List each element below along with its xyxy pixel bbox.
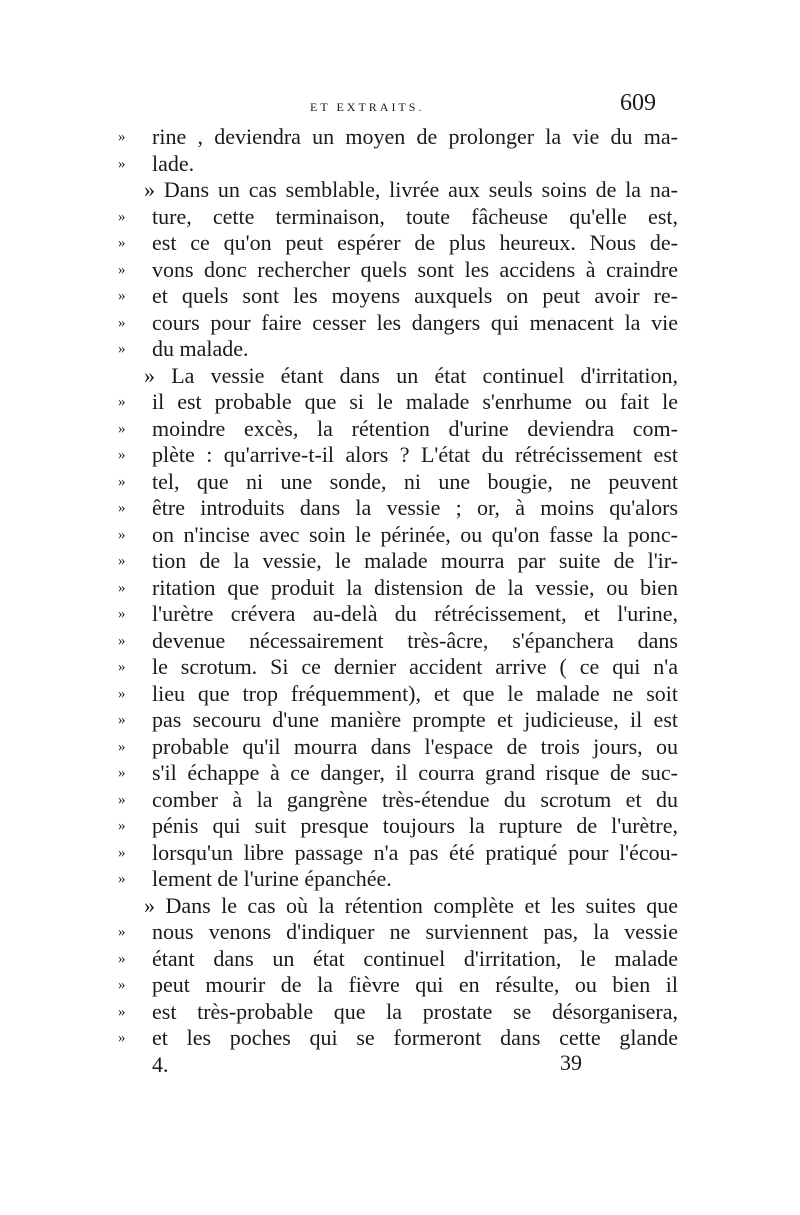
text-line bbox=[118, 601, 678, 628]
text-line bbox=[118, 336, 678, 363]
quote-mark: » bbox=[118, 712, 126, 728]
quote-mark: » bbox=[118, 447, 126, 463]
quote-mark: » bbox=[118, 632, 126, 649]
text-line bbox=[118, 310, 678, 337]
line-text: tel, que ni une sonde, ni une bougie, ne peuvent bbox=[152, 468, 678, 494]
line-text: s'il échappe à ce danger, il courra grand risque de suc- bbox=[152, 760, 678, 785]
text-line bbox=[118, 681, 678, 708]
signature-mark-left: 4. bbox=[152, 1052, 169, 1077]
body-text bbox=[118, 124, 678, 1052]
running-head: ET EXTRAITS. bbox=[310, 100, 425, 114]
quote-mark: » bbox=[118, 977, 126, 993]
text-line bbox=[118, 124, 678, 151]
quote-mark: » bbox=[118, 1030, 126, 1046]
text-line bbox=[118, 204, 678, 231]
line-text: étant dans un état continuel d'irritation, le malade bbox=[152, 945, 678, 971]
quote-mark: » bbox=[118, 500, 126, 516]
text-line bbox=[118, 389, 678, 416]
quote-mark: » bbox=[118, 844, 126, 861]
quote-mark: » bbox=[118, 526, 126, 543]
line-text: pénis qui suit presque toujours la rupture de l'urètre, bbox=[152, 813, 678, 838]
text-line bbox=[118, 283, 678, 310]
quote-mark: » bbox=[118, 950, 126, 967]
quote-mark: » bbox=[118, 208, 126, 225]
text-line bbox=[118, 151, 678, 178]
line-text: nous venons d'indiquer ne surviennent pas, la vessie bbox=[152, 919, 678, 944]
text-line bbox=[118, 522, 678, 549]
text-line bbox=[118, 840, 678, 867]
line-text: est ce qu'on peut espérer de plus heureux. Nous de- bbox=[152, 230, 678, 255]
quote-mark: » bbox=[118, 1003, 126, 1020]
quote-mark: » bbox=[118, 924, 126, 940]
quote-mark: » bbox=[118, 473, 126, 490]
quote-mark: » bbox=[118, 420, 126, 437]
text-line bbox=[118, 575, 678, 602]
quote-mark: » bbox=[118, 871, 126, 887]
quote-mark: » bbox=[118, 765, 126, 781]
text-line bbox=[118, 548, 678, 575]
line-text: ritation que produit la distension de la vessie, ou bien bbox=[152, 574, 678, 600]
line-text: le scrotum. Si ce dernier accident arrive ( ce qui n'a bbox=[152, 654, 678, 679]
text-line bbox=[118, 257, 678, 284]
line-text: ture, cette terminaison, toute fâcheuse qu'elle est, bbox=[152, 203, 678, 229]
text-line bbox=[118, 866, 678, 893]
signature-mark-right: 39 bbox=[560, 1050, 582, 1075]
line-text: et quels sont les moyens auxquels on peut avoir re- bbox=[152, 283, 678, 308]
quote-mark: » bbox=[118, 314, 126, 331]
text-line bbox=[118, 972, 678, 999]
line-text: il est probable que si le malade s'enrhume ou fait le bbox=[152, 389, 678, 414]
quote-mark: » bbox=[118, 155, 126, 172]
quote-mark: » bbox=[118, 818, 126, 834]
line-text: devenue nécessairement très-âcre, s'épanchera dans bbox=[152, 627, 678, 653]
quote-mark: » bbox=[118, 579, 126, 596]
line-text: l'urètre crévera au-delà du rétrécissement, et l'urine, bbox=[152, 601, 678, 626]
line-text: vons donc rechercher quels sont les accidens à craindre bbox=[152, 256, 678, 282]
line-text: rine , deviendra un moyen de prolonger la vie du ma- bbox=[152, 124, 678, 149]
text-line bbox=[118, 230, 678, 257]
quote-mark: » bbox=[118, 606, 126, 622]
line-text: peut mourir de la fièvre qui en résulte, ou bien il bbox=[152, 972, 678, 997]
line-text: lement de l'urine épanchée. bbox=[152, 866, 392, 891]
line-text: comber à la gangrène très-étendue du scrotum et du bbox=[152, 786, 678, 812]
quote-mark: » bbox=[118, 553, 126, 569]
text-line bbox=[118, 787, 678, 814]
text-line bbox=[118, 1025, 678, 1052]
line-text: on n'incise avec soin le périnée, ou qu'on fasse la ponc- bbox=[152, 521, 678, 547]
text-line bbox=[118, 177, 678, 204]
quote-mark: » bbox=[118, 659, 126, 675]
quote-mark: » bbox=[118, 288, 126, 304]
quote-mark: » bbox=[118, 235, 126, 251]
text-line bbox=[118, 946, 678, 973]
text-line bbox=[118, 442, 678, 469]
line-text: moindre excès, la rétention d'urine deviendra com- bbox=[152, 415, 678, 441]
text-line bbox=[118, 893, 678, 920]
text-line bbox=[118, 363, 678, 390]
line-text: probable qu'il mourra dans l'espace de trois jours, ou bbox=[152, 733, 678, 759]
line-text: cours pour faire cesser les dangers qui menacent la vie bbox=[152, 309, 678, 335]
line-text: plète : qu'arrive-t-il alors ? L'état du rétrécissement est bbox=[152, 442, 678, 467]
line-text: tion de la vessie, le malade mourra par suite de l'ir- bbox=[152, 548, 678, 573]
line-text: pas secouru d'une manière prompte et judicieuse, il est bbox=[152, 707, 678, 732]
text-line bbox=[118, 469, 678, 496]
line-text: du malade. bbox=[152, 336, 249, 361]
text-line bbox=[118, 734, 678, 761]
line-text: lorsqu'un libre passage n'a pas été pratiqué pour l'écou- bbox=[152, 839, 678, 865]
line-text: lade. bbox=[152, 150, 195, 176]
text-line bbox=[118, 999, 678, 1026]
text-line bbox=[118, 416, 678, 443]
text-line bbox=[118, 654, 678, 681]
quote-mark: » bbox=[118, 129, 126, 145]
page-number: 609 bbox=[620, 90, 656, 116]
text-line bbox=[118, 760, 678, 787]
quote-mark: » bbox=[118, 341, 126, 357]
line-text: » Dans le cas où la rétention complète et les suites que bbox=[144, 892, 678, 918]
text-line bbox=[118, 707, 678, 734]
text-line bbox=[118, 813, 678, 840]
line-text: » Dans un cas semblable, livrée aux seuls soins de la na- bbox=[144, 177, 678, 202]
text-line bbox=[118, 628, 678, 655]
line-text: est très-probable que la prostate se désorganisera, bbox=[152, 998, 678, 1024]
text-line bbox=[118, 919, 678, 946]
line-text: » La vessie étant dans un état continuel d'irritation, bbox=[144, 362, 678, 388]
quote-mark: » bbox=[118, 394, 126, 410]
line-text: être introduits dans la vessie ; or, à moins qu'alors bbox=[152, 495, 678, 520]
quote-mark: » bbox=[118, 738, 126, 755]
line-text: lieu que trop fréquemment), et que le malade ne soit bbox=[152, 680, 678, 706]
line-text: et les poches qui se formeront dans cette glande bbox=[152, 1025, 678, 1050]
text-line bbox=[118, 495, 678, 522]
quote-mark: » bbox=[118, 685, 126, 702]
quote-mark: » bbox=[118, 261, 126, 278]
quote-mark: » bbox=[118, 791, 126, 808]
